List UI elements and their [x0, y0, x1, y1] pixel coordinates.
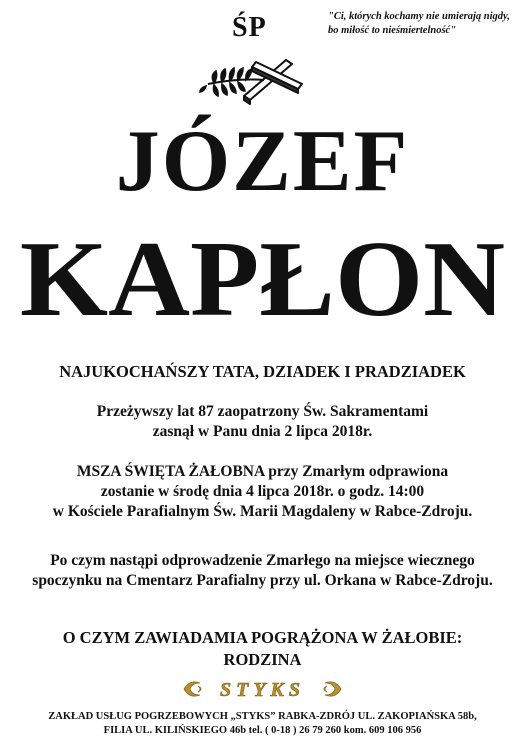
family-notification — [0, 627, 525, 671]
sp-abbreviation: ŚP — [232, 12, 267, 43]
mass-info — [0, 462, 525, 522]
family-notification-line1: O CZYM ZAWIADAMIA POGRĄŻONA W ŻAŁOBIE: — [62, 628, 463, 647]
family-notification-line2: RODZINA — [223, 650, 302, 669]
mass-info-line1: MSZA ŚWIĘTA ŻAŁOBNA przy Zmarłym odprawiona — [76, 463, 449, 480]
death-info-line1: Przeżywszy lat 87 zaopatrzony Św. Sakramentami — [96, 403, 429, 420]
first-name: JÓZEF — [115, 113, 410, 210]
burial-info — [0, 551, 525, 591]
funeral-home-line2: FILIA UL. KILIŃSKIEGO 46b tel. ( 0-18 ) 26 79 260 kom. 609 106 956 — [103, 725, 422, 736]
styks-logo — [180, 676, 345, 702]
memorial-quote-line1: "Ci, których kochamy nie umierają nigdy, — [328, 11, 510, 22]
styks-logo-text: STYKS — [219, 679, 306, 701]
relation-line: NAJUKOCHAŃSZY TATA, DZIADEK I PRADZIADEK — [59, 362, 466, 381]
cross-with-palm-icon — [198, 44, 308, 106]
funeral-home-info — [0, 710, 525, 738]
memorial-quote-line2: bo miłość to nieśmiertelność" — [328, 25, 457, 36]
funeral-home-line1: ZAKŁAD USŁUG POGRZEBOWYCH „STYKS” RABKA-ZDRÓJ UL. ZAKOPIAŃSKA 58b, — [48, 711, 477, 722]
mass-info-line2: zostanie w środę dnia 4 lipca 2018r. o godz. 14:00 — [100, 483, 425, 500]
burial-info-line2: spoczynku na Cmentarz Parafialny przy ul. Orkana w Rabce-Zdroju. — [32, 572, 493, 589]
death-info-line2: zasnął w Panu dnia 2 lipca 2018r. — [152, 423, 373, 440]
last-name: KAPŁON — [19, 220, 506, 339]
memorial-quote — [328, 10, 510, 38]
death-info — [0, 402, 525, 442]
burial-info-line1: Po czym nastąpi odprowadzenie Zmarłego na miejsce wiecznego — [50, 552, 475, 569]
mass-info-line3: w Kościele Parafialnym Św. Marii Magdaleny w Rabce-Zdroju. — [52, 503, 473, 520]
